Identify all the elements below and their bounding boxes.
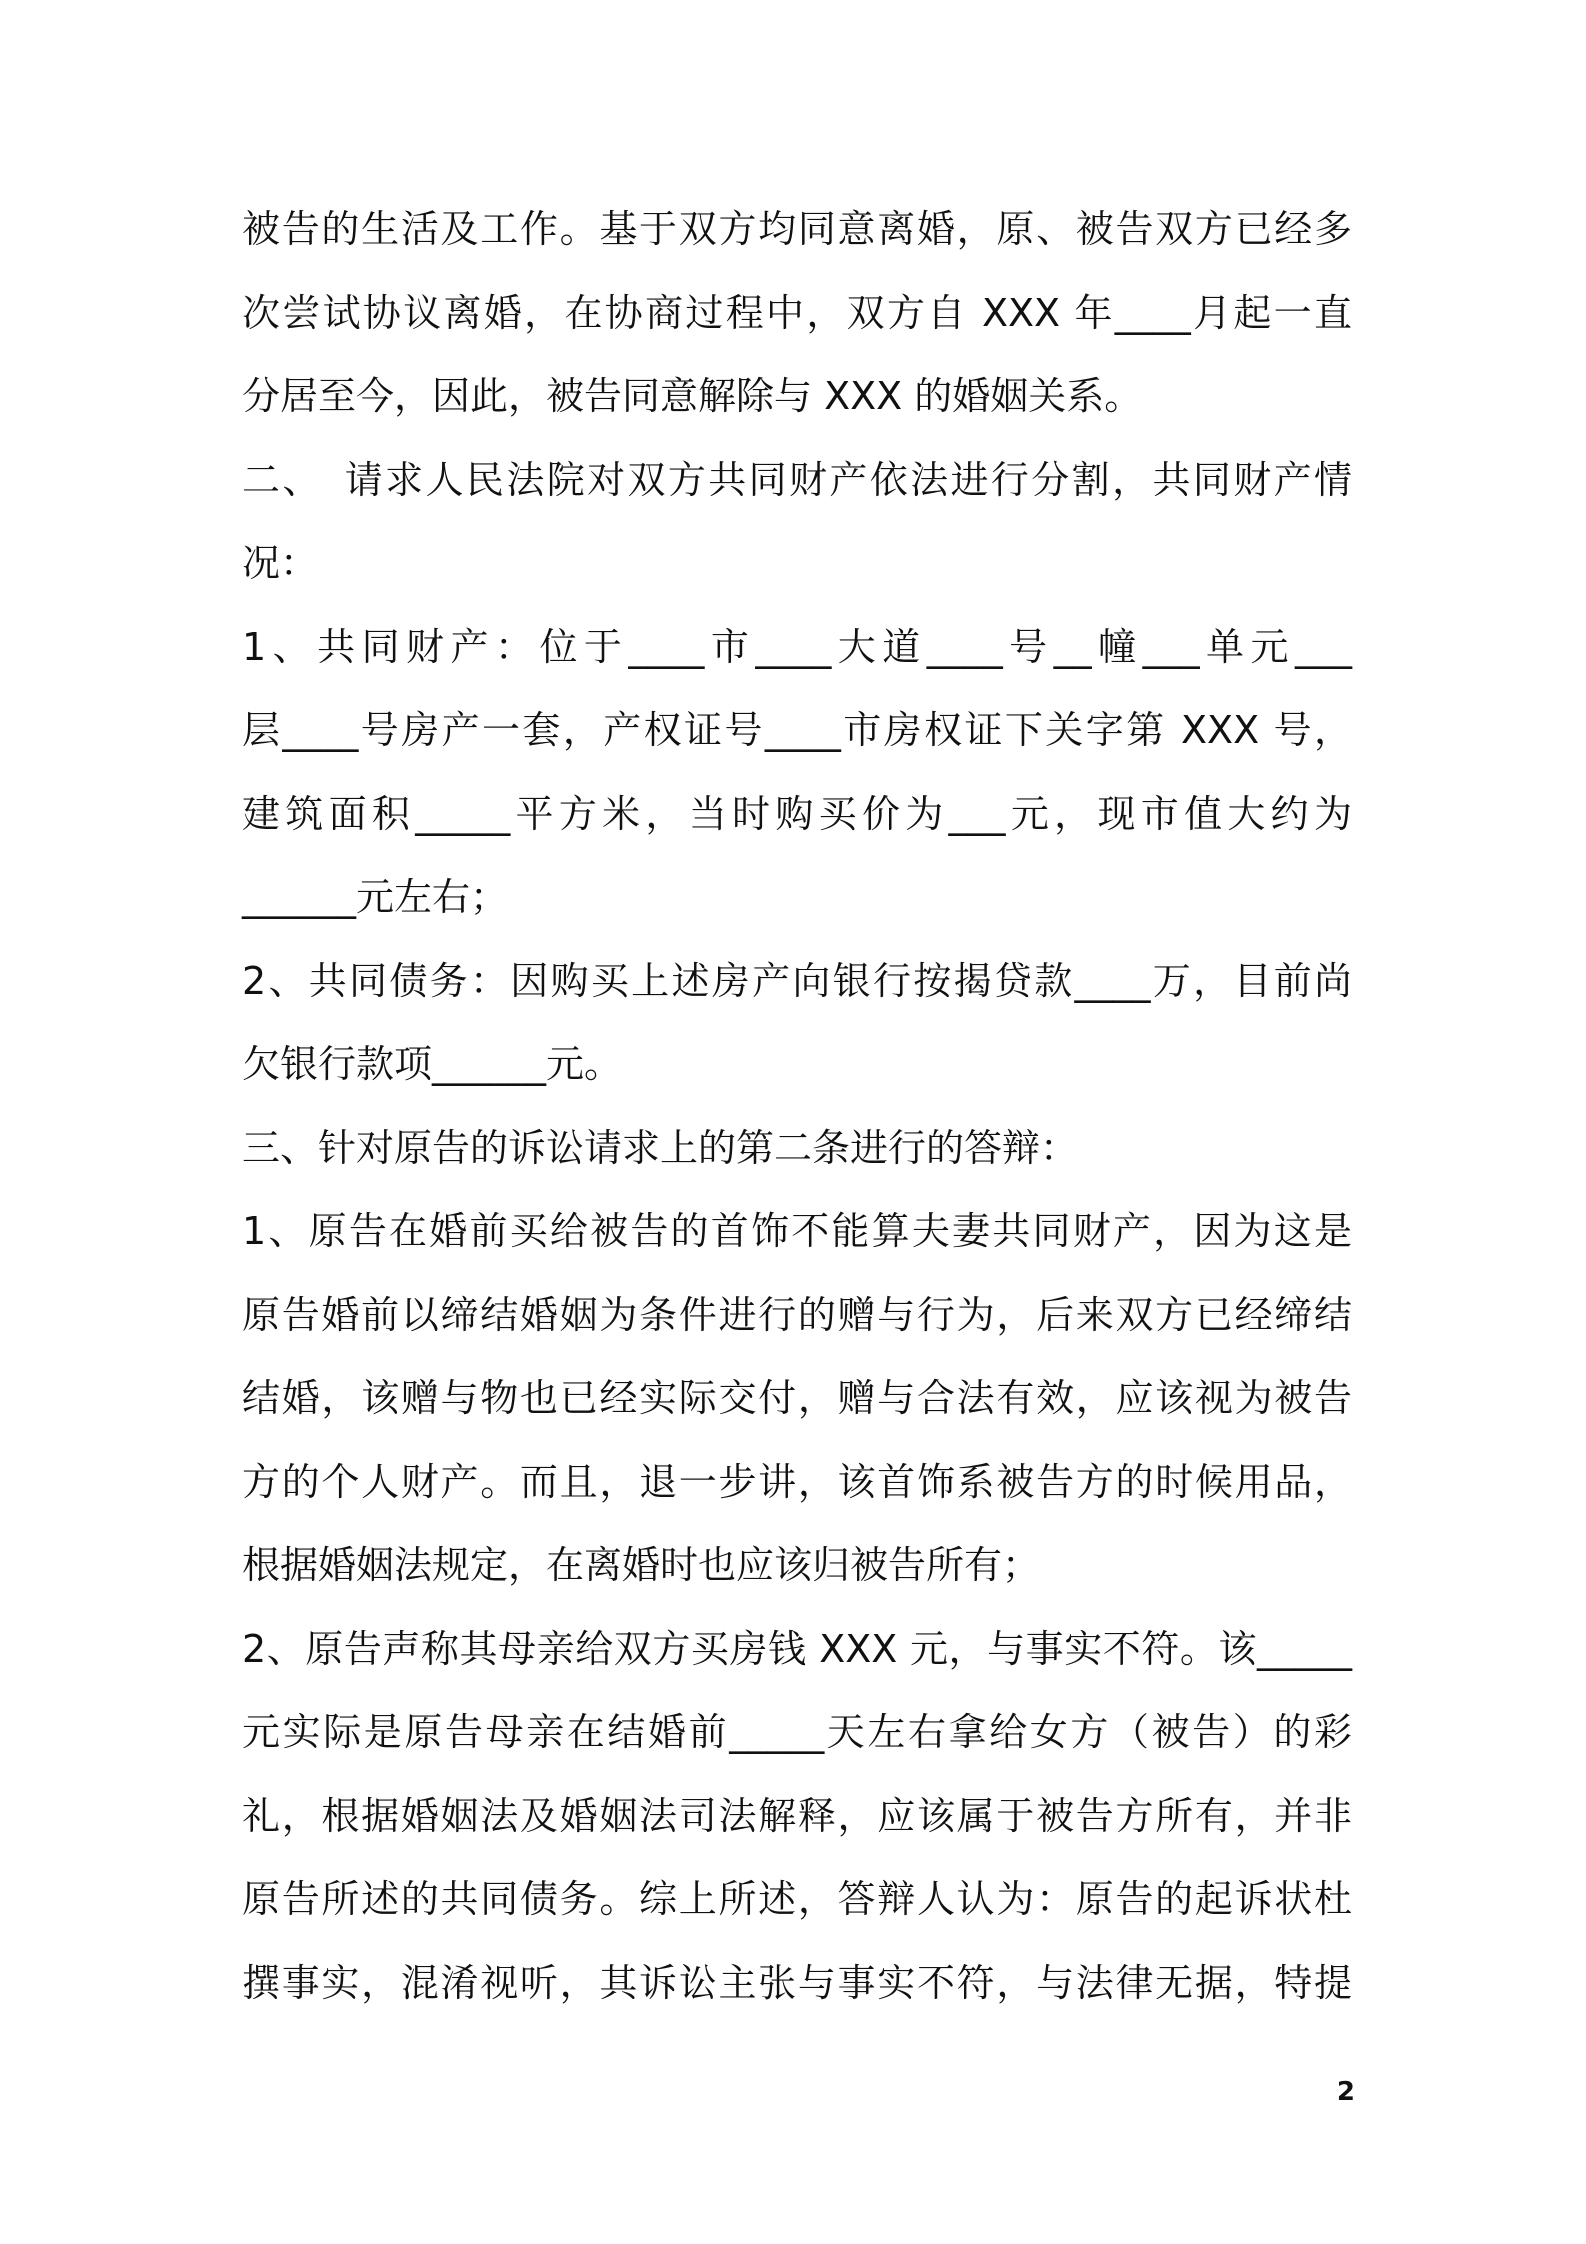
text-line: 层____号房产一套，产权证号____市房权证下关字第 XXX 号， [242,708,1352,752]
paragraph [242,1190,1352,1608]
text-line: 礼，根据婚姻法及婚姻法司法解释，应该属于被告方所有，并非 [242,1793,1352,1838]
text-line: 撰事实，混淆视听，其诉讼主张与事实不符，与法律无据，特提 [242,1960,1352,2005]
text-line: 分居至今，因此，被告同意解除与 XXX 的婚姻关系。 [242,374,1143,418]
text-line: 原告婚前以缔结婚姻为条件进行的赠与行为，后来双方已经缔结 [242,1292,1352,1337]
text-line: 建筑面积_____平方米，当时购买价为___元，现市值大约为 [242,791,1352,836]
text-line: 方的个人财产。而且，退一步讲，该首饰系被告方的时候用品， [242,1459,1352,1504]
text-line [242,439,1352,523]
paragraph [242,606,1352,940]
paragraph [242,1608,1352,2026]
text-line: 三、针对原告的诉讼请求上的第二条进行的答辩： [242,1125,1079,1170]
text-line: 根据婚姻法规定，在离婚时也应该归被告所有； [242,1543,1041,1587]
text-line: 2、共同债务：因购买上述房产向银行按揭贷款____万，目前尚 [242,958,1352,1003]
text-line: 1、原告在婚前买给被告的首饰不能算夫妻共同财产，因为这是 [242,1209,1352,1253]
text-line-content: 请求人民法院对双方共同财产依法进行分割，共同财产情 [344,457,1352,502]
paragraph [242,439,1352,606]
text-line: 次尝试协议离婚，在协商过程中，双方自 XXX 年____月起一直 [242,290,1352,335]
paragraph [242,940,1352,1107]
text-line: 被告的生活及工作。基于双方均同意离婚，原、被告双方已经多 [242,207,1352,251]
text-line: 结婚，该赠与物也已经实际交付，赠与合法有效，应该视为被告 [242,1376,1352,1420]
text-line: 1、共同财产：位于____市____大道____号__幢___单元___ [242,624,1352,669]
section-number: 二、 [242,457,323,502]
paragraph [242,1107,1352,1191]
body-text [242,188,1352,2025]
text-line: ______元左右； [242,875,509,919]
page-number: 2 [1336,2077,1355,2107]
text-line: 原告所述的共同债务。综上所述，答辩人认为：原告的起诉状杜 [242,1877,1352,1921]
paragraph [242,188,1352,439]
text-line: 况： [242,541,319,585]
text-line: 2、原告声称其母亲给双方买房钱 XXX 元，与事实不符。该_____ [242,1626,1352,1671]
text-line: 欠银行款项______元。 [242,1042,623,1086]
text-line: 元实际是原告母亲在结婚前_____天左右拿给女方（被告）的彩 [242,1710,1352,1754]
